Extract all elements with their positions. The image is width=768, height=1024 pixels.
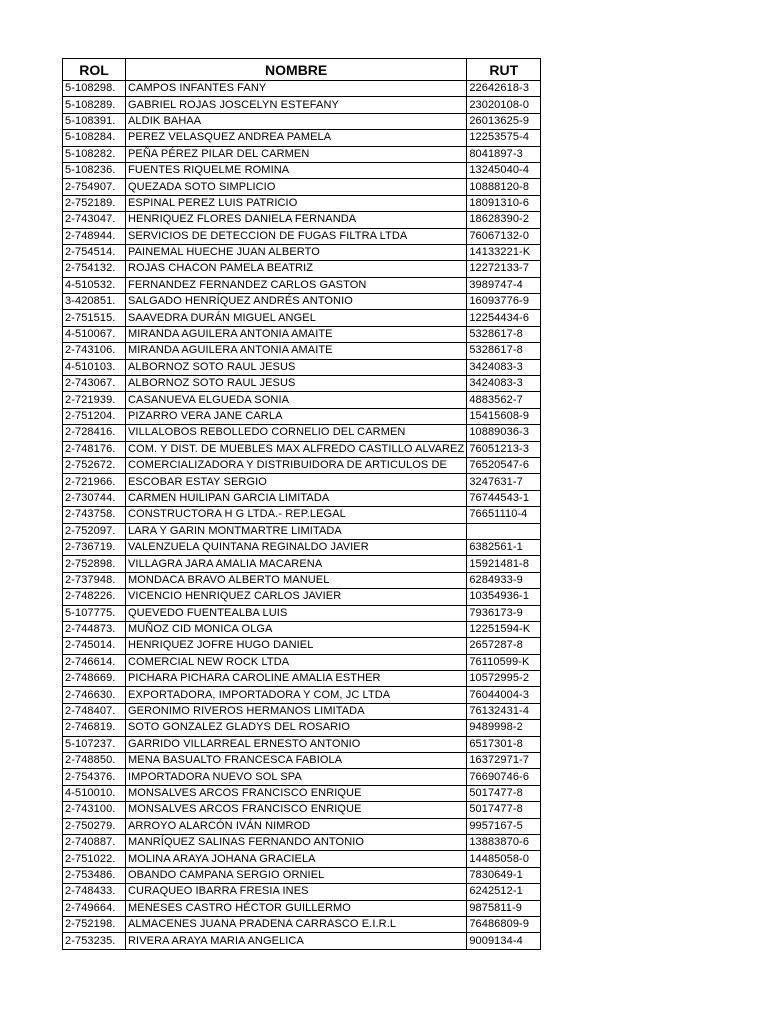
table-row [63,933,541,949]
nombre-cell: ALMACENES JUANA PRADENA CARRASCO E.I.R.L [126,916,467,932]
rut-cell: 76132431-4 [467,703,541,719]
rut-cell: 15415608-9 [467,408,541,424]
rol-cell: 2-752097. [63,523,126,539]
rol-cell: 2-746614. [63,654,126,670]
rol-cell: 2-745014. [63,638,126,654]
nombre-cell: ALBORNOZ SOTO RAUL JESUS [126,376,467,392]
rol-cell: 2-746630. [63,687,126,703]
rol-cell: 2-721939. [63,392,126,408]
nombre-cell: VICENCIO HENRIQUEZ CARLOS JAVIER [126,589,467,605]
rut-cell: 76744543-1 [467,490,541,506]
table-row [63,523,541,539]
nombre-cell: MONDACA BRAVO ALBERTO MANUEL [126,572,467,588]
table-row [63,425,541,441]
rol-cell: 2-743047. [63,212,126,228]
nombre-cell: FUENTES RIQUELME ROMINA [126,162,467,178]
nombre-cell: QUEVEDO FUENTEALBA LUIS [126,605,467,621]
rol-cell: 4-510103. [63,359,126,375]
nombre-cell: PICHARA PICHARA CAROLINE AMALIA ESTHER [126,671,467,687]
rut-cell: 6242512-1 [467,884,541,900]
rol-cell: 2-743106. [63,343,126,359]
table-row [63,343,541,359]
rut-cell: 3424083-3 [467,359,541,375]
rut-cell: 9489998-2 [467,720,541,736]
rol-cell: 2-751515. [63,310,126,326]
table-row [63,753,541,769]
nombre-cell: FERNANDEZ FERNANDEZ CARLOS GASTON [126,277,467,293]
rol-cell: 2-721966. [63,474,126,490]
rut-cell: 16372971-7 [467,753,541,769]
rut-cell: 9009134-4 [467,933,541,949]
rut-cell: 13245040-4 [467,162,541,178]
rut-cell: 10572995-2 [467,671,541,687]
rut-cell: 76690746-6 [467,769,541,785]
nombre-cell: GARRIDO VILLARREAL ERNESTO ANTONIO [126,736,467,752]
table-row [63,277,541,293]
header-rol: ROL [63,59,126,81]
rut-cell: 76486809-9 [467,916,541,932]
rol-cell: 2-754376. [63,769,126,785]
rut-cell: 5017477-8 [467,802,541,818]
rol-cell: 2-748433. [63,884,126,900]
rut-cell: 76520547-6 [467,457,541,473]
nombre-cell: SAAVEDRA DURÁN MIGUEL ANGEL [126,310,467,326]
nombre-cell: MANRÍQUEZ SALINAS FERNANDO ANTONIO [126,834,467,850]
table-row [63,474,541,490]
nombre-cell: CAMPOS INFANTES FANY [126,81,467,97]
table-row [63,326,541,342]
rut-cell: 5017477-8 [467,785,541,801]
table-row [63,834,541,850]
nombre-cell: MUÑOZ CID MONICA OLGA [126,621,467,637]
nombre-cell: SOTO GONZALEZ GLADYS DEL ROSARIO [126,720,467,736]
rol-cell: 2-744873. [63,621,126,637]
table-row [63,556,541,572]
rol-cell: 2-746819. [63,720,126,736]
rut-cell: 14485058-0 [467,851,541,867]
rol-cell: 4-510010. [63,785,126,801]
rut-cell: 13883870-6 [467,834,541,850]
rol-cell: 2-753486. [63,867,126,883]
rut-cell: 14133221-K [467,244,541,260]
table-row [63,392,541,408]
rol-cell: 2-754907. [63,179,126,195]
nombre-cell: COMERCIALIZADORA Y DISTRIBUIDORA DE ARTICULOS DE [126,457,467,473]
nombre-cell: MOLINA ARAYA JOHANA GRACIELA [126,851,467,867]
rut-cell: 3989747-4 [467,277,541,293]
nombre-cell: CONSTRUCTORA H G LTDA.- REP.LEGAL [126,507,467,523]
table-row [63,900,541,916]
rut-cell: 12251594-K [467,621,541,637]
table-row [63,572,541,588]
table-row [63,113,541,129]
table-row [63,244,541,260]
table-row [63,179,541,195]
rol-cell: 5-108298. [63,81,126,97]
table-row [63,539,541,555]
table-row [63,589,541,605]
rut-cell: 12254434-6 [467,310,541,326]
rut-cell: 76110599-K [467,654,541,670]
table-row [63,605,541,621]
nombre-cell: PEREZ VELASQUEZ ANDREA PAMELA [126,130,467,146]
rol-cell: 2-730744. [63,490,126,506]
nombre-cell: IMPORTADORA NUEVO SOL SPA [126,769,467,785]
rut-cell: 8041897-3 [467,146,541,162]
nombre-cell: CURAQUEO IBARRA FRESIA INES [126,884,467,900]
rut-cell: 22642618-3 [467,81,541,97]
nombre-cell: VILLALOBOS REBOLLEDO CORNELIO DEL CARMEN [126,425,467,441]
table-row [63,851,541,867]
nombre-cell: PAINEMAL HUECHE JUAN ALBERTO [126,244,467,260]
rol-cell: 2-748850. [63,753,126,769]
rut-cell: 12253575-4 [467,130,541,146]
nombre-cell: RIVERA ARAYA MARIA ANGELICA [126,933,467,949]
rol-cell: 2-743067. [63,376,126,392]
rol-cell: 2-743758. [63,507,126,523]
nombre-cell: MIRANDA AGUILERA ANTONIA AMAITE [126,343,467,359]
nombre-cell: SERVICIOS DE DETECCION DE FUGAS FILTRA LTDA [126,228,467,244]
table-row [63,736,541,752]
nombre-cell: GABRIEL ROJAS JOSCELYN ESTEFANY [126,97,467,113]
rol-cell: 2-754514. [63,244,126,260]
table-row [63,162,541,178]
table-row [63,81,541,97]
rol-cell: 2-752198. [63,916,126,932]
rol-cell: 2-750279. [63,818,126,834]
table-row [63,261,541,277]
table-row [63,441,541,457]
rol-cell: 2-752898. [63,556,126,572]
rol-cell: 2-748669. [63,671,126,687]
table-row [63,212,541,228]
nombre-cell: LARA Y GARIN MONTMARTRE LIMITADA [126,523,467,539]
table-row [63,703,541,719]
nombre-cell: ALDIK BAHAA [126,113,467,129]
rut-cell: 6284933-9 [467,572,541,588]
nombre-cell: VILLAGRA JARA AMALIA MACARENA [126,556,467,572]
header-nombre: NOMBRE [126,59,467,81]
rol-cell: 2-748944. [63,228,126,244]
rol-cell: 2-740887. [63,834,126,850]
rol-cell: 2-751022. [63,851,126,867]
nombre-cell: ROJAS CHACON PAMELA BEATRIZ [126,261,467,277]
rut-cell [467,523,541,539]
table-row [63,195,541,211]
rut-cell: 26013625-9 [467,113,541,129]
nombre-cell: ESPINAL PEREZ LUIS PATRICIO [126,195,467,211]
nombre-cell: SALGADO HENRÍQUEZ ANDRÉS ANTONIO [126,294,467,310]
rol-cell: 5-108282. [63,146,126,162]
table-row [63,671,541,687]
rut-cell: 3424083-3 [467,376,541,392]
table-row [63,687,541,703]
header-rut: RUT [467,59,541,81]
table-row [63,310,541,326]
table-row [63,294,541,310]
table-row [63,720,541,736]
rut-cell: 6382561-1 [467,539,541,555]
rol-cell: 2-752189. [63,195,126,211]
nombre-cell: COM. Y DIST. DE MUEBLES MAX ALFREDO CASTILLO ALVAREZ [126,441,467,457]
table-row [63,457,541,473]
nombre-cell: ARROYO ALARCÓN IVÁN NIMROD [126,818,467,834]
rut-cell: 76051213-3 [467,441,541,457]
rut-cell: 2657287-8 [467,638,541,654]
nombre-cell: OBANDO CAMPANA SERGIO ORNIEL [126,867,467,883]
nombre-cell: CARMEN HUILIPAN GARCIA LIMITADA [126,490,467,506]
rol-cell: 3-420851. [63,294,126,310]
rut-cell: 12272133-7 [467,261,541,277]
rol-cell: 2-737948. [63,572,126,588]
table-row [63,490,541,506]
nombre-cell: PIZARRO VERA JANE CARLA [126,408,467,424]
rol-cell: 2-748226. [63,589,126,605]
table-row [63,621,541,637]
rol-cell: 5-107237. [63,736,126,752]
header-row [63,59,541,81]
rol-cell: 5-108236. [63,162,126,178]
nombre-cell: PEÑA PÉREZ PILAR DEL CARMEN [126,146,467,162]
rol-cell: 4-510532. [63,277,126,293]
table-row [63,785,541,801]
rut-cell: 18628390-2 [467,212,541,228]
table-row [63,97,541,113]
rol-cell: 4-510067. [63,326,126,342]
rol-cell: 2-753235. [63,933,126,949]
rol-cell: 5-108284. [63,130,126,146]
rol-cell: 2-749664. [63,900,126,916]
rut-cell: 5328617-8 [467,343,541,359]
nombre-cell: MONSALVES ARCOS FRANCISCO ENRIQUE [126,785,467,801]
rut-cell: 18091310-6 [467,195,541,211]
rut-cell: 7830649-1 [467,867,541,883]
nombre-cell: ESCOBAR ESTAY SERGIO [126,474,467,490]
rol-cell: 2-743100. [63,802,126,818]
nombre-cell: HENRIQUEZ FLORES DANIELA FERNANDA [126,212,467,228]
nombre-cell: COMERCIAL NEW ROCK LTDA [126,654,467,670]
rol-cell: 5-108391. [63,113,126,129]
table-row [63,638,541,654]
rut-cell: 76651110-4 [467,507,541,523]
table-row [63,769,541,785]
rol-cell: 2-728416. [63,425,126,441]
nombre-cell: GERONIMO RIVEROS HERMANOS LIMITADA [126,703,467,719]
rut-cell: 10354936-1 [467,589,541,605]
rut-cell: 76044004-3 [467,687,541,703]
nombre-cell: ALBORNOZ SOTO RAUL JESUS [126,359,467,375]
nombre-cell: EXPORTADORA, IMPORTADORA Y COM, JC LTDA [126,687,467,703]
table-row [63,130,541,146]
rol-cell: 2-754132. [63,261,126,277]
nombre-cell: HENRIQUEZ JOFRE HUGO DANIEL [126,638,467,654]
rol-cell: 2-736719. [63,539,126,555]
table-row [63,507,541,523]
rut-cell: 9875811-9 [467,900,541,916]
nombre-cell: MIRANDA AGUILERA ANTONIA AMAITE [126,326,467,342]
rol-cell: 5-107775. [63,605,126,621]
table-row [63,867,541,883]
rol-cell: 2-748407. [63,703,126,719]
rut-cell: 10889036-3 [467,425,541,441]
table-row [63,916,541,932]
table-row [63,376,541,392]
rol-cell: 2-748176. [63,441,126,457]
table-row [63,228,541,244]
table-row [63,654,541,670]
rut-cell: 76067132-0 [467,228,541,244]
rol-cell: 5-108289. [63,97,126,113]
nombre-cell: MONSALVES ARCOS FRANCISCO ENRIQUE [126,802,467,818]
nombre-cell: MENA BASUALTO FRANCESCA FABIOLA [126,753,467,769]
table-row [63,359,541,375]
rut-cell: 15921481-8 [467,556,541,572]
nombre-cell: VALENZUELA QUINTANA REGINALDO JAVIER [126,539,467,555]
rut-cell: 9957167-5 [467,818,541,834]
rut-cell: 7936173-9 [467,605,541,621]
rol-cell: 2-751204. [63,408,126,424]
nombre-cell: CASANUEVA ELGUEDA SONIA [126,392,467,408]
table-row [63,802,541,818]
rut-cell: 4883562-7 [467,392,541,408]
table-row [63,408,541,424]
rut-cell: 10888120-8 [467,179,541,195]
table-row [63,146,541,162]
table-body [63,81,541,950]
rut-cell: 5328617-8 [467,326,541,342]
rut-cell: 23020108-0 [467,97,541,113]
rut-cell: 16093776-9 [467,294,541,310]
table-row [63,818,541,834]
table-row [63,884,541,900]
rut-cell: 3247631-7 [467,474,541,490]
rol-cell: 2-752672. [63,457,126,473]
rut-cell: 6517301-8 [467,736,541,752]
nombre-cell: MENESES CASTRO HÉCTOR GUILLERMO [126,900,467,916]
nombre-cell: QUEZADA SOTO SIMPLICIO [126,179,467,195]
records-table [62,58,541,950]
